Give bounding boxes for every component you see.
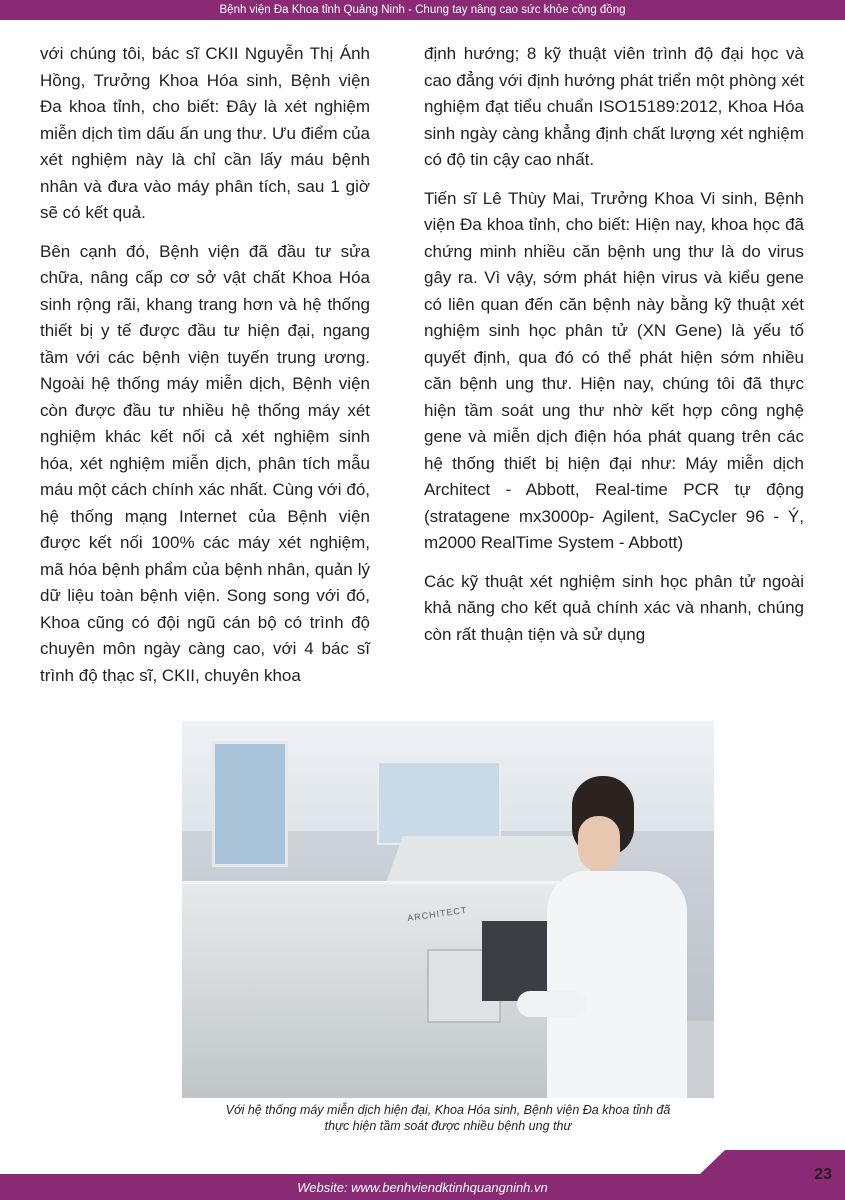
paragraph: Các kỹ thuật xét nghiệm sinh học phân tử ngoài khả năng cho kết quả chính xác và nhanh, chúng còn rất thuận tiện và sử dụng (424, 571, 804, 644)
page-number: 23 (814, 1166, 832, 1183)
analyzer-label: ARCHITECT (406, 904, 468, 924)
paragraph: Tiến sĩ Lê Thùy Mai, Trưởng Khoa Vi sinh, Bệnh viện Đa khoa tỉnh, cho biết: Hiện nay, khoa học đã chứng minh nhiều căn bệnh ung thư là do virus gây ra. Vì vậy, sớm phát hiện virus và kiểu gene có liên quan đến căn bệnh này bằng kỹ thuật xét nghiệm sinh học phân tử (XN Gene) là yếu tố quyết định, qua đó có thể phát hiện sớm nhiều căn bệnh ung thư. Hiện nay, chúng tôi đã thực hiện tầm soát ung thư nhờ kết hợp công nghệ gene và miễn dịch điện hóa phát quang trên các hệ thống thiết bị hiện đại như: Máy miễn dịch Architect - Abbott, Real-time PCR tự động (stratagene mx3000p- Agilent, SaCycler 96 - Ý, m2000 RealTime System - Abbott) (424, 188, 804, 552)
paragraph: định hướng; 8 kỹ thuật viên trình độ đại học và cao đẳng với định hướng phát triển một phòng xét nghiệm đạt tiểu chuẩn ISO15189:2012, Khoa Hóa sinh ngày càng khẳng định chất lượng xét nghiệm có độ tin cậy cao nhất. (424, 44, 804, 169)
photo-window (377, 761, 501, 845)
paragraph: với chúng tôi, bác sĩ CKII Nguyễn Thị Ánh Hồng, Trưởng Khoa Hóa sinh, Bệnh viện Đa khoa tỉnh, cho biết: Đây là xét nghiệm miễn dịch tìm dấu ấn ung thư. Ưu điểm của xét nghiệm này là chỉ cần lấy máu bệnh nhân và đưa vào máy phân tích, sau 1 giờ sẽ có kết quả. (40, 44, 370, 222)
left-column (40, 41, 370, 701)
right-column (424, 41, 804, 660)
running-header: Bệnh viện Đa Khoa tỉnh Quảng Ninh - Chung tay nâng cao sức khỏe cộng đồng (219, 4, 626, 16)
technician-face (578, 816, 620, 871)
photo-caption (182, 1103, 714, 1134)
caption-line: thực hiện tầm soát được nhiều bệnh ung thư (324, 1118, 572, 1133)
paragraph: Bên cạnh đó, Bệnh viện đã đầu tư sửa chữa, nâng cấp cơ sở vật chất Khoa Hóa sinh rộng rãi, khang trang hơn và hệ thống thiết bị y tế được đầu tư hiện đại, ngang tầm với các bệnh viện tuyến trung ương. Ngoài hệ thống máy miễn dịch, Bệnh viện còn được đầu tư nhiều hệ thống máy xét nghiệm khác kết nối cả xét nghiệm sinh hóa, xét nghiệm miễn dịch, phân tích mẫu máu một cách chính xác nhất. Cùng với đó, hệ thống mạng Internet của Bệnh viện được kết nối 100% các máy xét nghiệm, mã hóa bệnh phẩm của bệnh nhân, quản lý dữ liệu toàn bệnh viện. Song song với đó, Khoa cũng có đội ngũ cán bộ có trình độ chuyên môn ngày càng cao, với 4 bác sĩ trình độ thạc sĩ, CKII, chuyên khoa (40, 241, 370, 685)
caption-line: Với hệ thống máy miễn dịch hiện đại, Khoa Hóa sinh, Bệnh viện Đa khoa tỉnh đã (225, 1103, 671, 1117)
lab-photo (182, 721, 714, 1098)
photo-window (212, 741, 288, 867)
technician-arm (517, 991, 587, 1017)
footer-white-tab (0, 1150, 725, 1174)
website-link[interactable]: Website: www.benhviendktinhquangninh.vn (297, 1180, 548, 1195)
technician-coat (547, 871, 687, 1098)
